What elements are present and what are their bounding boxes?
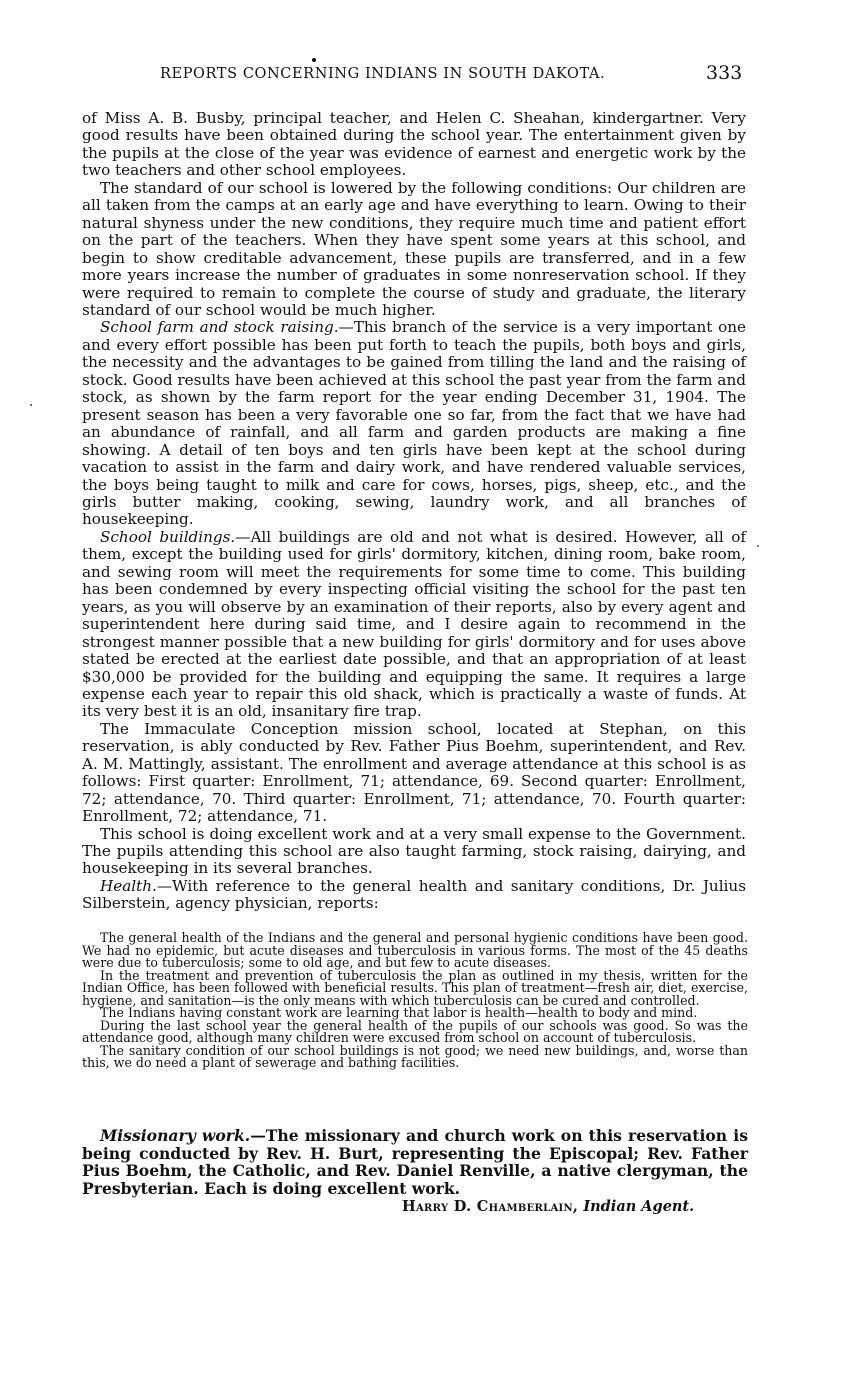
section-heading-buildings: School buildings. [100,527,236,546]
paragraph-continuation: of Miss A. B. Busby, principal teacher, and Helen C. Sheahan, kindergartner. Very good results have been obtained during the school year. The entertainment given by the pupils at the close of the year was evidence of earnest and energetic work by the two teachers and other school employees. [82,109,746,180]
running-head: REPORTS CONCERNING INDIANS IN SOUTH DAKOTA. [160,66,606,82]
scan-speck [30,404,32,406]
body-text [82,110,746,913]
scan-speck [757,545,759,547]
paragraph-health-text: —With reference to the general health and sanitary conditions, Dr. Julius Silberstein, agency physician, reports: [82,876,746,913]
paragraph-school-standard: The standard of our school is lowered by the following conditions: Our children are all taken from the camps at an early age and have everything to learn. Owing to their natural shyness under the new conditions, they require much time and patient effort on the part of the teachers. When they have spent some years at this school, and begin to show creditable advancement, these pupils are transferred, and in a few more years increase the number of graduates in some nonreservation school. If they were required to remain to complete the course of study and graduate, the literary standard of our school would be much higher. [82,178,746,319]
paragraph-school-work: This school is doing excellent work and at a very small expense to the Government. The pupils attending this school are also taught farming, stock raising, dairying, and housekeeping in its several branches. [82,824,746,878]
paragraph-buildings-text: —All buildings are old and not what is desired. However, all of them, except the building used for girls' dormitory, kitchen, dining room, bake room, and sewing room will meet the requirements for some time to come. This building has been condemned by every inspecting official visiting the school for the past ten years, as you will observe by an examination of their reports, also by every agent and superintendent here during said time, and I desire again to recommend in the strongest manner possible that a new building for girls' dormitory and for uses above stated be erected at the earliest date possible, and that an appropriation of at least $30,000 be provided for the building and equipping the same. It requires a large expense each year to repair this old shack, which is practically a waste of funds. At its very best it is an old, insanitary fire trap. [82,527,746,721]
section-heading-farm: School farm and stock raising. [100,318,339,337]
paragraph-missionary [82,1127,748,1197]
physician-report-quote [82,932,748,1070]
paragraph-mission-school: The Immaculate Conception mission school, located at Stephan, on this reservation, is ably conducted by Rev. Father Pius Boehm, superintendent, and Rev. A. M. Mattingly, assistant. The enrollment and average attendance at this school is as follows: First quarter: Enrollment, 71; attendance, 69. Second quarter: Enrollment, 72; attendance, 70. Third quarter: Enrollment, 71; attendance, 70. Fourth quarter: Enrollment, 72; attendance, 71. [82,719,746,826]
quote-paragraph: The general health of the Indians and the general and personal hygienic conditions have been good. We had no epidemic, but acute diseases and tuberculosis in various forms. The most of the 45 deaths were due to tuberculosis; some to old age, and but few to acute diseases. [82,930,748,970]
quote-paragraph: The sanitary condition of our school buildings is not good; we need new buildings, and, worse than this, we do need a plant of sewerage and bathing facilities. [82,1042,748,1070]
signature-name: Harry D. Chamberlain, [402,1198,579,1215]
paragraph-buildings [82,529,746,721]
quote-paragraph: In the treatment and prevention of tuberculosis the plan as outlined in my thesis, written for the Indian Office, has been followed with beneficial results. This plan of treatment—fresh air, diet, exercise, hygiene, and sanitation—is the only means with which tuberculosis can be cured and controlled. [82,967,748,1008]
signature [402,1198,694,1215]
section-heading-missionary: Missionary work. [100,1126,251,1145]
missionary-section [82,1127,748,1197]
print-mark [312,58,316,62]
section-heading-health: Health. [100,876,157,895]
signature-title: Indian Agent. [583,1198,695,1215]
paragraph-farm-text: —This branch of the service is a very important one and every effort possible has been put forth to teach the pupils, both boys and girls, the necessity and the advantages to be gained from tilling the land and the raising of stock. Good results have been achieved at this school the past year from the farm and stock, as shown by the farm report for the year ending December 31, 1904. The present season has been a very favorable one so far, from the fact that we have had an abundance of rainfall, and all farm and garden products are making a fine showing. A detail of ten boys and ten girls have been kept at the school during vacation to assist in the farm and dairy work, and have rendered valuable services, the boys being taught to milk and care for cows, horses, pigs, sheep, etc., and the girls butter making, cooking, sewing, laundry work, and all branches of housekeeping. [82,318,746,529]
page-number: 333 [706,62,743,84]
paragraph-health [82,878,746,913]
paragraph-farm-stock [82,319,746,528]
quote-paragraph: During the last school year the general health of the pupils of our schools was good. So was the attendance good, although many children were excused from school on account of tuberculosis. [82,1017,748,1045]
quote-paragraph: The Indians having constant work are learning that labor is health—health to body and mind. [100,1005,698,1020]
paragraph-missionary-text: —The missionary and church work on this reservation is being conducted by Rev. H. Burt, representing the Episcopal; Rev. Father Pius Boehm, the Catholic, and Rev. Daniel Renville, a native clergyman, the Presbyterian. Each is doing excellent work. [82,1126,748,1198]
